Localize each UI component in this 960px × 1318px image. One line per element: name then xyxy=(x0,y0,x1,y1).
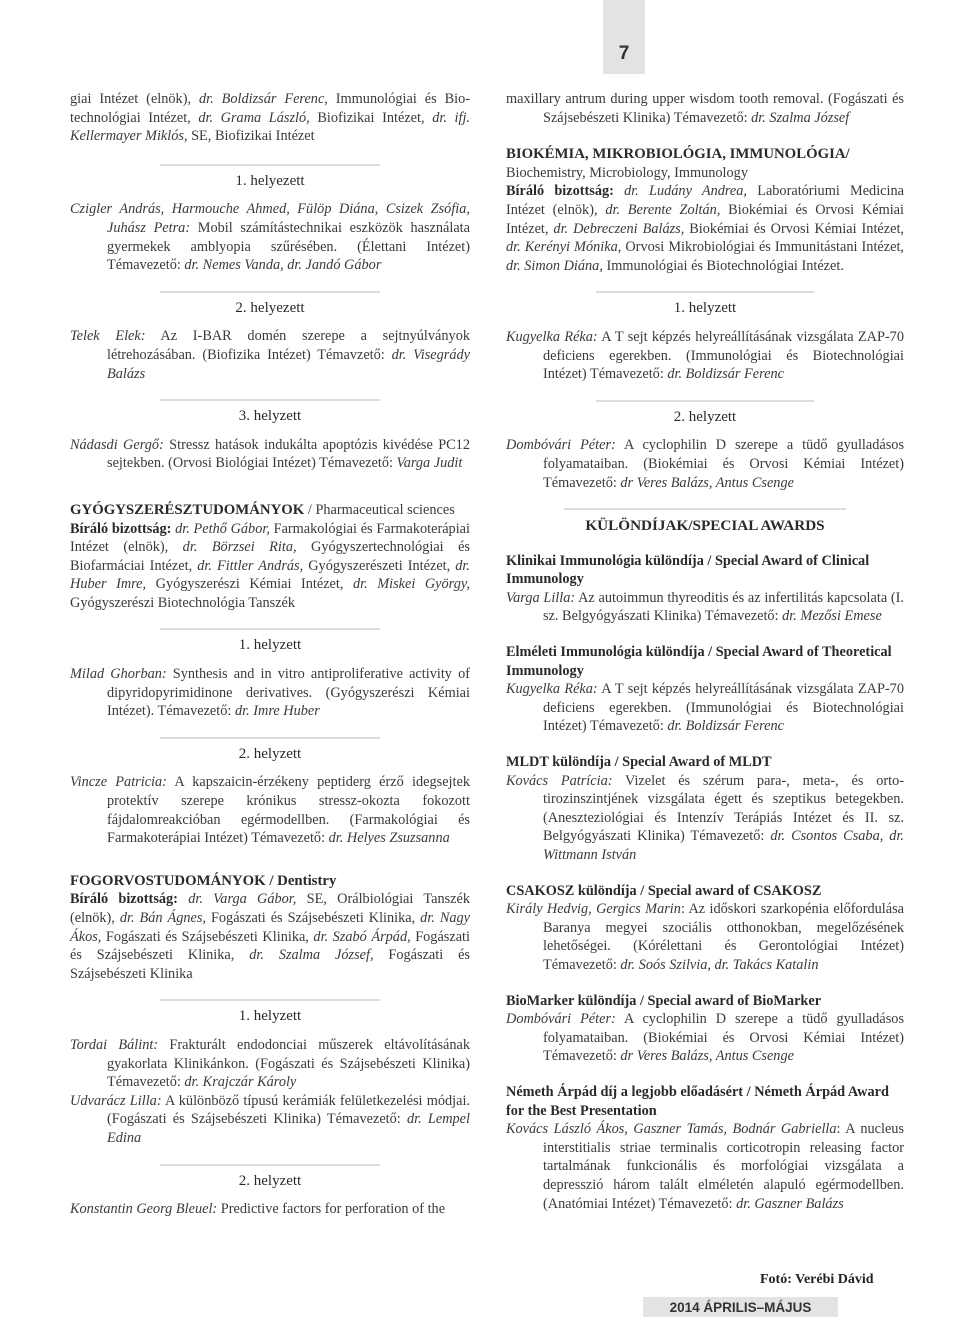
person-name: dr. Soós Szilvia, dr. Takács Katalin xyxy=(620,956,819,973)
place-heading: 1. helyzett xyxy=(596,291,814,318)
text-run: Gyógyszerészi Kémiai Intézet, xyxy=(146,576,353,593)
page-number: 7 xyxy=(603,0,645,74)
person-name: dr. Szalma József xyxy=(751,109,850,126)
person-name: dr Veres Balázs, Antus Csenge xyxy=(620,1048,794,1065)
award-entry xyxy=(506,328,904,384)
person-name: dr. Boldizsár Ferenc xyxy=(667,366,784,383)
person-name: Kovács Patrícia: xyxy=(506,772,613,789)
section-heading-dentistry: FOGORVOSTUDOMÁNYOK / Dentistry xyxy=(70,872,337,889)
special-award-entry xyxy=(506,900,904,974)
text-run: SE, Orálbiológiai Tanszék (elnök), xyxy=(70,891,470,926)
person-name: dr. Nemes Vanda, dr. Jandó Gábor xyxy=(184,257,382,274)
person-name: dr. Grama László, xyxy=(198,109,310,126)
person-name: dr. Mezősi Emese xyxy=(782,608,882,625)
special-award-title: Németh Árpád díj a legjobb előadásért / Németh Árpád Award for the Best Presentation xyxy=(506,1083,889,1119)
person-name: Dombóvári Péter: xyxy=(506,1011,616,1028)
text-run: Biokémiai és Orvosi Kémiai Intézet, xyxy=(684,220,904,237)
jury-biochemistry xyxy=(506,182,904,275)
special-award-entry xyxy=(506,680,904,736)
award-entry xyxy=(506,436,904,492)
text-run: Gyógyszerészi Biotechnológia Tanszék xyxy=(70,594,296,611)
jury-pharmaceutical xyxy=(70,520,470,613)
special-award-title: Klinikai Immunológia különdíja / Special Award of Clinical Immunology xyxy=(506,552,870,588)
text-run: Orvosi Mikrobiológiai és Immunitástani Intézet, xyxy=(621,239,905,256)
text-run: Az autoimmun thyreoditis és az infertilitás kapcsolata (I. sz. Belgyógyászati Klinika) Témavezető: xyxy=(543,589,905,625)
person-name: dr. Helyes Zsuzsanna xyxy=(328,830,450,847)
special-award-title: MLDT különdíja / Special Award of MLDT xyxy=(506,754,772,771)
special-award-title: CSAKOSZ különdíja / Special award of CSAKOSZ xyxy=(506,882,822,899)
text-run: A T sejt képzés helyreállításának vizsgálata ZAP-70 deficiens egerekben. (Immunológiai és Biotechnológiai Intézet) Témavezető: xyxy=(543,681,904,735)
person-name: Varga Judit xyxy=(396,455,463,472)
person-name: Milad Ghorban: xyxy=(70,666,167,683)
person-name: dr. Nagy Ákos, xyxy=(70,910,471,945)
person-name: dr. Fittler András, xyxy=(197,557,304,574)
section-heading-biochemistry: BIOKÉMIA, MIKROBIOLÓGIA, IMMUNOLÓGIA/ xyxy=(506,146,850,163)
text-run: maxillary antrum during upper wisdom tooth removal. (Fogászati és Szájsebészeti Klinika) Témavezető: xyxy=(506,91,904,126)
award-entry xyxy=(70,1200,470,1219)
jury-dentistry xyxy=(70,890,470,983)
place-heading: 3. helyzett xyxy=(160,399,380,426)
text-run: Predictive factors for perforation of the xyxy=(217,1201,446,1218)
award-entry xyxy=(70,200,470,274)
person-name: dr. Bán Ágnes, xyxy=(119,910,206,926)
text-run: A kapszaicin-érzékeny peptiderg érző idegsejtek protektív szerepe krónikus stressz-okozta fokozott fájdalomreakcióban egérmodellben. (Farmakológiai és Farmakoterápiai Intézet) Témavezető: xyxy=(107,774,470,847)
special-award-entry xyxy=(506,1120,904,1213)
text-run: Synthesis and in vitro antiproliferative activity of dipyridopyrimidinone derivatives. (Gyógyszerészi Kémiai Intézet). Témavezető: xyxy=(107,666,470,720)
place-heading: 2. helyezett xyxy=(160,291,380,318)
text-run: Stressz hatások indukálta apoptózis kivédése PC12 sejtekben. (Orvosi Biológiai Intézet) Témavezető: xyxy=(107,436,470,472)
person-name: Konstantin Georg Bleuel: xyxy=(70,1201,218,1218)
special-award-title: BioMarker különdíja / Special award of BioMarker xyxy=(506,992,822,1009)
text-run: Fogászati és Szájsebészeti Klinika, xyxy=(206,910,421,926)
award-entry xyxy=(70,1092,470,1148)
section-subtitle: Biochemistry, Microbiology, Immunology xyxy=(506,164,748,181)
jury-continuation xyxy=(70,90,470,146)
text-run: Laboratóriumi Medicina Intézet (elnök), xyxy=(506,183,904,218)
person-name: dr. Debreczeni Balázs, xyxy=(553,220,685,237)
text-run: A különböző típusú kerámiák felületkezelési módjai. (Fogászati és Szájsebészeti Klinika) Témavezető: xyxy=(107,1092,470,1128)
person-name: dr. Simon Diána, xyxy=(506,257,603,274)
text-run: Az I-BAR domén szerepe a sejtnyúlványok létrehozásában. (Biofizika Intézet) Témavzető: xyxy=(107,328,470,363)
person-name: Czigler András, Harmouche Ahmed, Fülöp Diána, Csizek Zsófia, Juhász Petra: xyxy=(70,201,470,236)
place-heading: 1. helyzett xyxy=(160,628,380,655)
special-awards-heading: KÜLÖNDÍJAK/SPECIAL AWARDS xyxy=(564,508,846,536)
person-name: dr. Börzsei Rita, xyxy=(182,539,297,556)
person-name: dr. Visegrády Balázs xyxy=(107,346,470,382)
text-run: Immunológiai és Biotechnológiai Intézet, xyxy=(70,91,470,126)
person-name: dr. Pethő Gábor, xyxy=(175,520,270,537)
text-run: A cyclophilin D szerepe a tüdő gyulladásos folyamataiban. (Biokémiai és Orvosi Kémiai Intézet) Témavezető: xyxy=(543,1011,905,1065)
award-entry xyxy=(70,1036,470,1092)
jury-label: Bíráló bizottság: xyxy=(506,183,625,200)
text-run: Gyógyszerészeti Intézet, xyxy=(303,557,456,574)
text-run: Vizelet és szérum para-, meta-, és orto-tirozinszintjének vizsgálata égett és szeptikus betegekben. (Aneszteziológiai és Intenzív Terápiás Intézet és II. sz. Belgyógyászati Klinika) Témavezető: xyxy=(543,772,904,845)
person-name: dr. Imre Huber xyxy=(234,703,320,720)
special-award-entry xyxy=(506,772,904,865)
special-awards-list xyxy=(506,552,904,1213)
person-name: Kugyelka Réka: xyxy=(506,328,598,345)
person-name: Kugyelka Réka: xyxy=(506,681,598,698)
text-run: Immunológiai és Biotechnológiai Intézet. xyxy=(602,257,844,274)
text-run: A T sejt képzés helyreállításának vizsgálata ZAP-70 deficiens egerekben. (Immunológiai és Biotechnológiai Intézet) Témavezető: xyxy=(543,328,904,383)
person-name: dr. Miskei György, xyxy=(352,576,470,593)
text-run: Farmakológiai és Farmakoterápiai Intézet (elnök), xyxy=(70,520,470,556)
award-entry-continuation xyxy=(506,90,904,127)
text-run: Biokémiai és Orvosi Kémiai Intézet, xyxy=(506,201,904,237)
text-run: : Az időskori szarkopénia előfordulása Baranya megyei szociális otthonokban, megelőzésének lehetőségei. (Kórélettani és Gerontológiai Intézet) Témavezető: xyxy=(543,901,904,973)
person-name: dr. Huber Imre, xyxy=(70,557,470,593)
text-run: Fogászati és Szájsebészeti Klinika xyxy=(70,947,470,982)
text-run: Fogászati és Szájsebészeti Klinika, xyxy=(101,928,314,945)
left-column xyxy=(70,0,470,1219)
jury-label: Bíráló bizottság: xyxy=(70,520,176,537)
person-name: dr. Berente Zoltán, xyxy=(605,201,721,218)
text-run: Fogászati és Szájsebészeti Klinika, xyxy=(70,928,470,964)
jury-label: Bíráló bizottság: xyxy=(70,891,189,908)
award-entry xyxy=(70,327,470,383)
person-name: dr. Szalma József, xyxy=(249,947,374,964)
text-run: Gyógyszertechnológiai és Biofarmáciai Intézet, xyxy=(70,539,470,574)
person-name: dr. Varga Gábor, xyxy=(188,891,297,908)
person-name: dr. Kerényi Mónika, xyxy=(506,239,622,256)
place-heading: 2. helyzett xyxy=(160,1164,380,1191)
special-award-entry xyxy=(506,589,904,626)
footer-issue-date: 2014 ÁPRILIS–MÁJUS xyxy=(643,1297,838,1317)
place-heading: 2. helyzett xyxy=(596,400,814,427)
text-run: giai Intézet (elnök), xyxy=(70,91,199,107)
person-name: dr. Szabó Árpád, xyxy=(313,928,411,945)
person-name: Dombóvári Péter: xyxy=(506,437,616,454)
award-entry xyxy=(70,773,470,847)
place-heading: 1. helyzett xyxy=(160,999,380,1026)
person-name: Tordai Bálint: xyxy=(70,1036,159,1053)
person-name: Nádasdi Gergő: xyxy=(70,436,164,453)
right-column xyxy=(506,0,904,1213)
person-name: dr. Boldizsár Ferenc, xyxy=(198,91,328,107)
person-name: dr. Gaszner Balázs xyxy=(736,1195,844,1212)
person-name: dr. ifj. Kellermayer Miklós, xyxy=(70,109,470,145)
person-name: Varga Lilla: xyxy=(506,589,576,606)
place-heading: 2. helyzett xyxy=(160,737,380,764)
text-run: Biofizikai Intézet, xyxy=(309,109,433,126)
person-name: Telek Elek: xyxy=(70,328,146,345)
person-name: dr. Lempel Edina xyxy=(107,1111,470,1146)
text-run: A cyclophilin D szerepe a tüdő gyulladásos folyamataiban. (Biokémiai és Orvosi Kémiai Intézet) Témavezető: xyxy=(543,437,905,491)
text-run: Mobil számítástechnikai eszközök használata gyermekek amblyopia szűrésében. (Élettani Intézet) Témavezető: xyxy=(107,219,470,274)
photo-credit: Fotó: Verébi Dávid xyxy=(760,1272,874,1287)
person-name: dr. Ludány Andrea, xyxy=(624,183,747,200)
text-run: : A nucleus interstitialis striae terminalis corticotropin releasing factor tartalmának funkcionális és morfológiai vizsgálata a depresszió három talált elméletén alapuló egérmodellben. (Anatómiai Intézet) Témavezető: xyxy=(543,1121,905,1212)
special-award-title: Elméleti Immunológia különdíja / Special Award of Theoretical Immunology xyxy=(506,644,892,679)
person-name: Vincze Patricia: xyxy=(70,774,167,791)
place-heading: 1. helyezett xyxy=(160,164,380,191)
award-entry xyxy=(70,665,470,721)
text-run: SE, Biofizikai Intézet xyxy=(187,128,315,145)
special-award-entry xyxy=(506,1010,904,1066)
person-name: dr. Krajczár Károly xyxy=(184,1074,297,1091)
person-name: dr. Boldizsár Ferenc xyxy=(667,718,784,735)
section-heading-pharmaceutical: GYÓGYSZERÉSZTUDOMÁNYOK / Pharmaceutical sciences xyxy=(70,501,455,518)
person-name: dr. Csontos Csaba, dr. Wittmann István xyxy=(543,828,904,863)
person-name: dr Veres Balázs, Antus Csenge xyxy=(620,474,794,491)
person-name: Király Hedvig, Gergics Marin xyxy=(506,901,681,918)
person-name: Udvarácz Lilla: xyxy=(70,1092,162,1109)
text-run: Frakturált endodonciai műszerek eltávolításának gyakorlata Klinikánkon. (Fogászati és Szájsebészeti Klinika) Témavezető: xyxy=(107,1036,471,1091)
award-entry xyxy=(70,436,470,473)
person-name: Kovács László Ákos, Gaszner Tamás, Bodnár Gabriella xyxy=(506,1121,837,1138)
